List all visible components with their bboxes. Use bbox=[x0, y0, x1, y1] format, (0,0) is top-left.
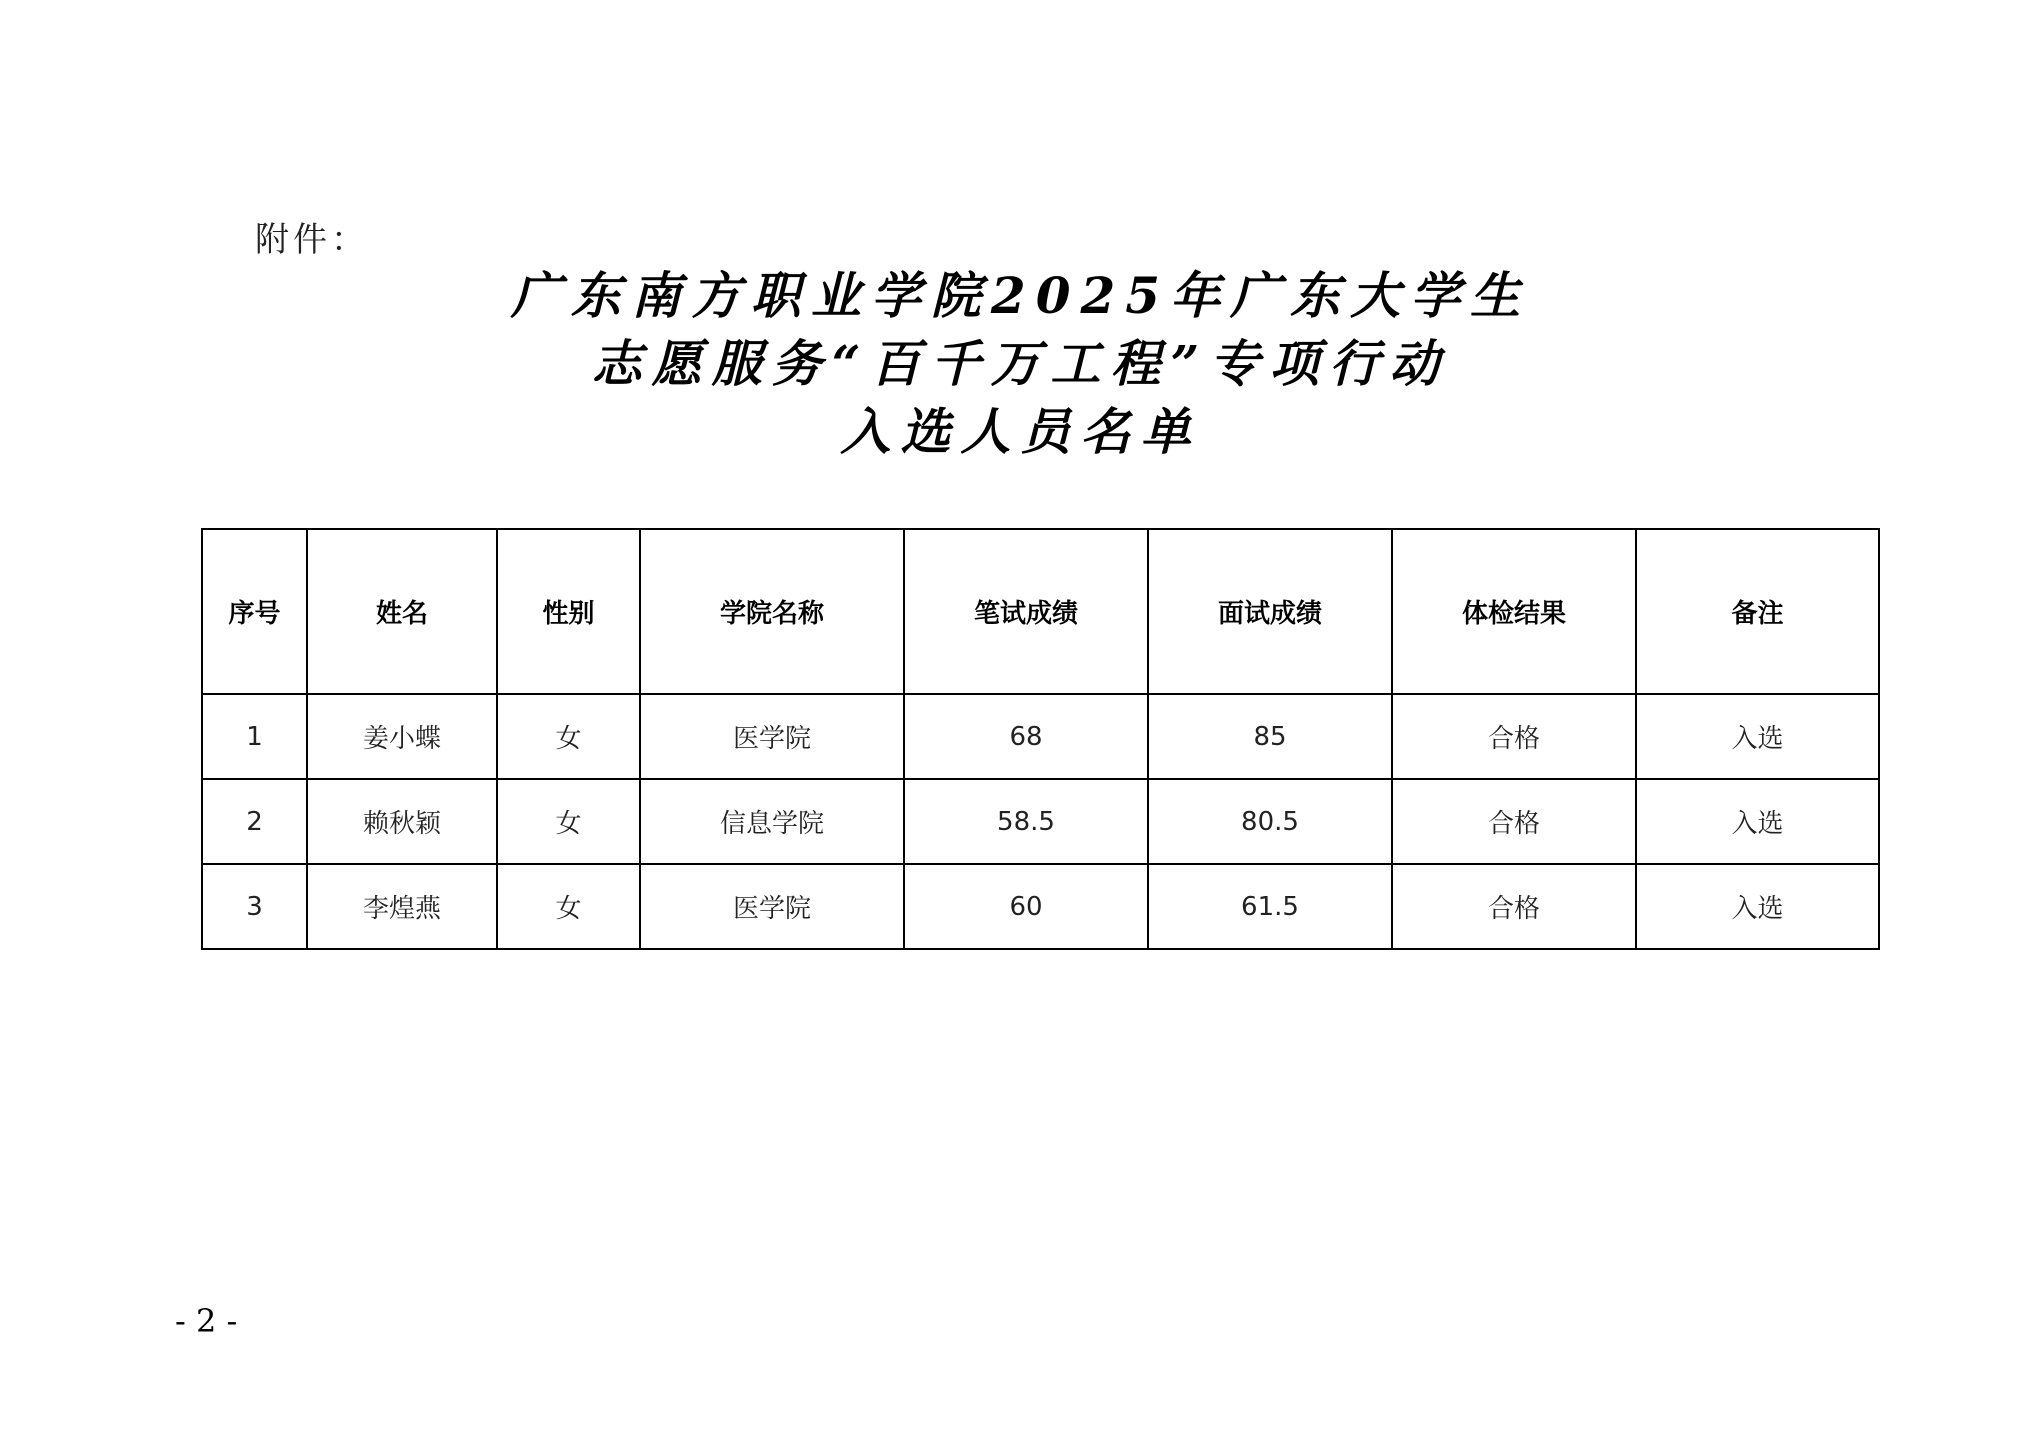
header-medical-result: 体检结果 bbox=[1392, 529, 1636, 694]
header-remarks: 备注 bbox=[1636, 529, 1879, 694]
header-name: 姓名 bbox=[307, 529, 497, 694]
table-row bbox=[202, 694, 1879, 779]
cell-index: 2 bbox=[202, 779, 307, 864]
title-line-3: 入选人员名单 bbox=[840, 402, 1201, 461]
cell-medical-result: 合格 bbox=[1392, 864, 1636, 949]
cell-remarks: 入选 bbox=[1636, 694, 1879, 779]
document-title bbox=[0, 262, 2041, 466]
cell-gender: 女 bbox=[497, 779, 640, 864]
cell-name: 姜小蝶 bbox=[307, 694, 497, 779]
cell-gender: 女 bbox=[497, 864, 640, 949]
page-number: - 2 - bbox=[175, 1302, 238, 1340]
table-header-row bbox=[202, 529, 1879, 694]
title-line-1: 广东南方职业学院2025年广东大学生 bbox=[510, 266, 1531, 325]
cell-interview-score: 85 bbox=[1148, 694, 1392, 779]
cell-medical-result: 合格 bbox=[1392, 779, 1636, 864]
cell-written-score: 68 bbox=[904, 694, 1148, 779]
cell-written-score: 60 bbox=[904, 864, 1148, 949]
cell-remarks: 入选 bbox=[1636, 864, 1879, 949]
cell-name: 李煌燕 bbox=[307, 864, 497, 949]
header-college: 学院名称 bbox=[640, 529, 904, 694]
cell-written-score: 58.5 bbox=[904, 779, 1148, 864]
cell-remarks: 入选 bbox=[1636, 779, 1879, 864]
cell-college: 医学院 bbox=[640, 694, 904, 779]
table-row bbox=[202, 779, 1879, 864]
header-written-score: 笔试成绩 bbox=[904, 529, 1148, 694]
cell-index: 1 bbox=[202, 694, 307, 779]
header-gender: 性别 bbox=[497, 529, 640, 694]
attachment-label: 附件： bbox=[255, 220, 369, 260]
header-interview-score: 面试成绩 bbox=[1148, 529, 1392, 694]
cell-index: 3 bbox=[202, 864, 307, 949]
selected-members-table bbox=[201, 528, 1880, 950]
cell-college: 信息学院 bbox=[640, 779, 904, 864]
cell-name: 赖秋颖 bbox=[307, 779, 497, 864]
cell-interview-score: 80.5 bbox=[1148, 779, 1392, 864]
table-row bbox=[202, 864, 1879, 949]
cell-medical-result: 合格 bbox=[1392, 694, 1636, 779]
cell-interview-score: 61.5 bbox=[1148, 864, 1392, 949]
cell-gender: 女 bbox=[497, 694, 640, 779]
title-line-2: 志愿服务“百千万工程”专项行动 bbox=[591, 334, 1450, 393]
cell-college: 医学院 bbox=[640, 864, 904, 949]
header-index: 序号 bbox=[202, 529, 307, 694]
